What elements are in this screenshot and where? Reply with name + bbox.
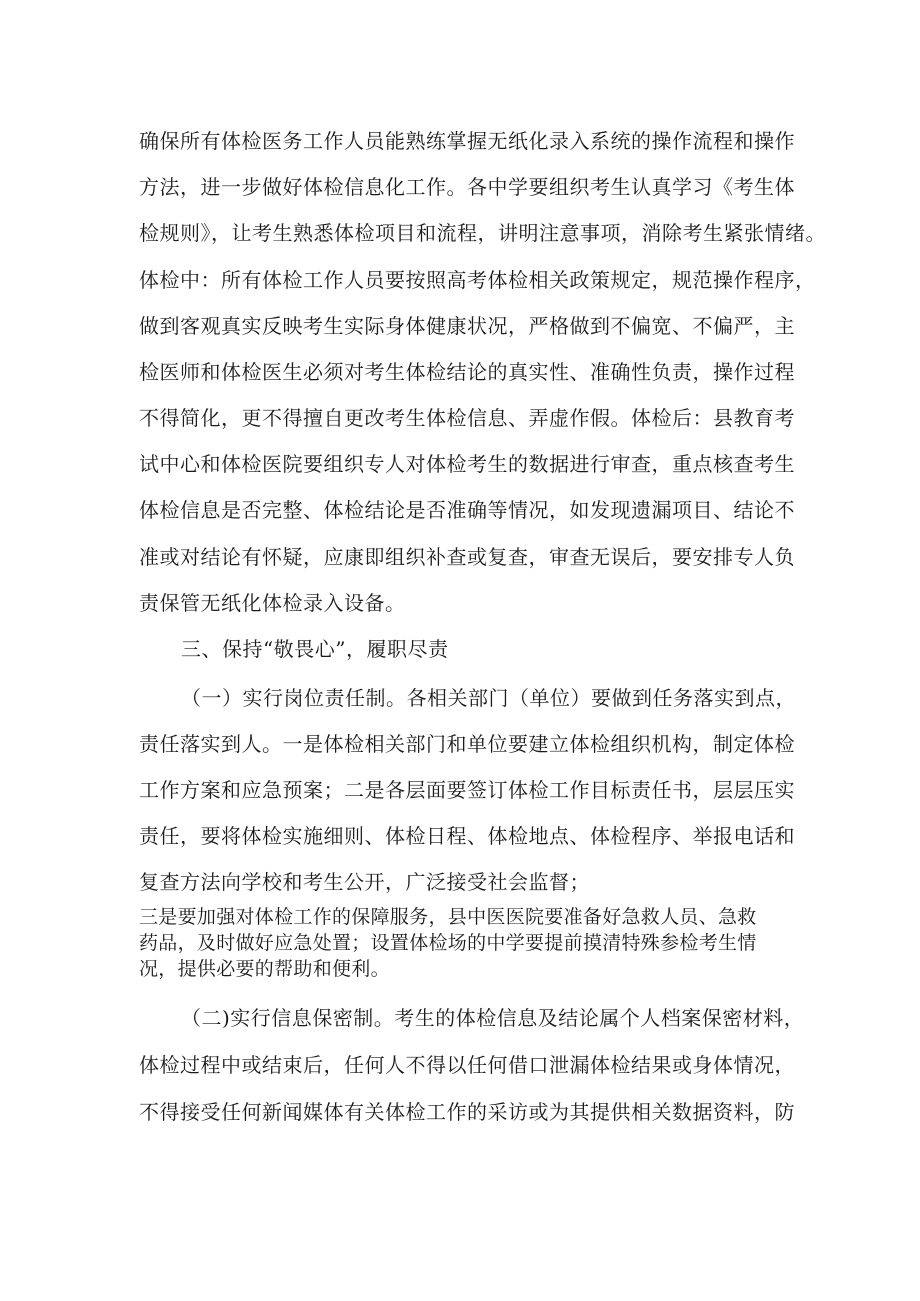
paragraph-line: 检规则》，让考生熟悉体检项目和流程，讲明注意事项，消除考生紧张情绪。 [139,221,826,245]
paragraph-line: 责任，要将体检实施细则、体检日程、体检地点、体检程序、举报电话和 [139,824,795,848]
section-heading: 三、保持“敬畏心”，履职尽责 [181,637,449,661]
paragraph-line: 不得简化，更不得擅自更改考生体检信息、弄虚作假。体检后：县教育考 [139,406,795,430]
paragraph-line: 复查方法向学校和考生公开，广泛接受社会监督； [139,870,590,894]
paragraph-line: 责保管无纸化体检录入设备。 [139,591,406,615]
paragraph-line: 不得接受任何新闻媒体有关体检工作的采访或为其提供相关数据资料，防 [139,1100,795,1124]
paragraph-line: （二)实行信息保密制。考生的体检信息及结论属个人档案保密材料， [181,1006,805,1030]
paragraph-line: 三是要加强对体检工作的保障服务，县中医医院要准备好急救人员、急救 [139,906,757,928]
paragraph-line: 工作方案和应急预案；二是各层面要签订体检工作目标责任书，层层压实 [139,778,795,802]
paragraph-line: 确保所有体检医务工作人员能熟练掌握无纸化录入系统的操作流程和操作 [139,129,795,153]
paragraph-line: 试中心和体检医院要组织专人对体检考生的数据进行审查，重点核查考生 [139,452,795,476]
paragraph-line: 药品，及时做好应急处置；设置体检场的中学要提前摸清特殊参检考生情 [139,932,757,954]
paragraph-line: 做到客观真实反映考生实际身体健康状况，严格做到不偏宽、不偏严，主 [139,314,795,338]
paragraph-line: 体检中：所有体检工作人员要按照高考体检相关政策规定，规范操作程序， [139,268,816,292]
paragraph-line: 责任落实到人。一是体检相关部门和单位要建立体检组织机构，制定体检 [139,732,795,756]
paragraph-line: 方法，进一步做好体检信息化工作。各中学要组织考生认真学习《考生体 [139,175,795,199]
paragraph-line: 体检信息是否完整、体检结论是否准确等情况，如发现遗漏项目、结论不 [139,498,795,522]
paragraph-line: 况，提供必要的帮助和便利。 [139,958,390,980]
paragraph-line: 体检过程中或结束后，任何人不得以任何借口泄漏体检结果或身体情况， [139,1053,795,1077]
paragraph-line: 检医师和体检医生必须对考生体检结论的真实性、准确性负责，操作过程 [139,360,795,384]
paragraph-line: （一）实行岗位责任制。各相关部门（单位）要做到任务落实到点， [181,686,796,710]
paragraph-line: 准或对结论有怀疑，应康即组织补查或复查，审查无误后，要安排专人负 [139,545,795,569]
